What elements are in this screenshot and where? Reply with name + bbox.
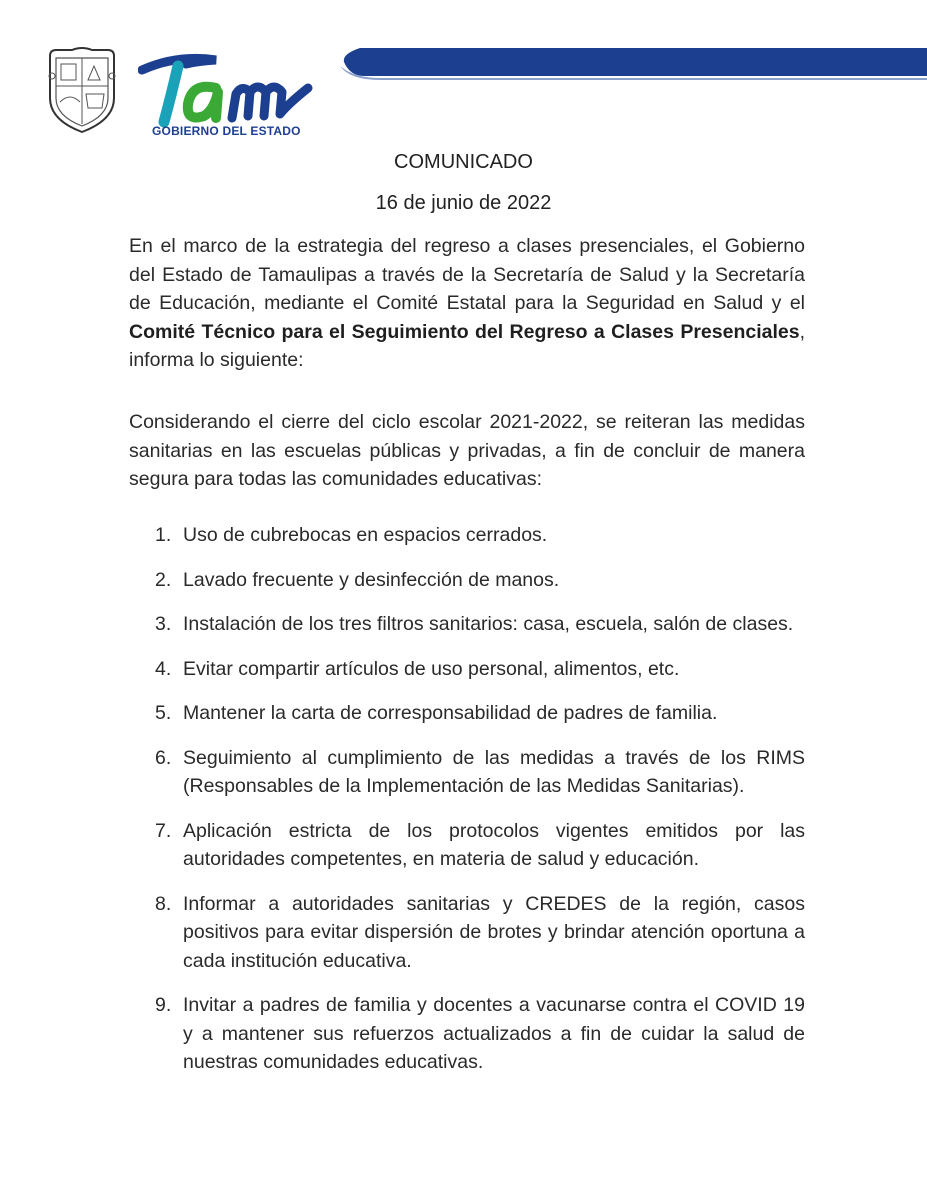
list-item: 6. Seguimiento al cumplimiento de las medidas a través de los RIMS (Responsables de la Implementación de las Medidas Sanitarias). [155, 746, 805, 797]
document-date: 16 de junio de 2022 [375, 192, 552, 214]
list-item: 1. Uso de cubrebocas en espacios cerrados. [155, 524, 548, 546]
list-item: 9. Invitar a padres de familia y docentes a vacunarse contra el COVID 19 y a mantener sus refuerzos actualizados a fin de cuidar la salud de nuestras comunidades educativas. [155, 994, 805, 1073]
header-banner [340, 46, 927, 80]
intro-paragraph: En el marco de la estrategia del regreso a clases presenciales, el Gobierno del Estado de Tamaulipas a través de la Secretaría de Salud y la Secretaría de Educación, mediante el Comité Estatal para la Seguridad en Salud y el Comité Técnico para el Seguimiento del Regreso a Clases Presenciales, informa lo siguiente: [129, 235, 805, 371]
document-title: COMUNICADO [394, 151, 533, 173]
measures-list [129, 521, 805, 1093]
logo-caption: GOBIERNO DEL ESTADO [152, 124, 301, 138]
list-item: 7. Aplicación estricta de los protocolos vigentes emitidos por las autoridades competentes, en materia de salud y educación. [155, 819, 805, 870]
list-item: 4. Evitar compartir artículos de uso personal, alimentos, etc. [155, 657, 680, 680]
list-item: 8. Informar a autoridades sanitarias y CREDES de la región, casos positivos para evitar dispersión de brotes y brindar atención oportuna a cada institución educativa. [155, 892, 805, 972]
list-item: 3. Instalación de los tres filtros sanitarios: casa, escuela, salón de clases. [155, 613, 794, 635]
letterhead [0, 0, 927, 150]
measures-paragraph: Considerando el cierre del ciclo escolar 2021-2022, se reiteran las medidas sanitarias en las escuelas públicas y privadas, a fin de concluir de manera segura para todas las comunidades educativas: [129, 411, 805, 490]
state-seal-icon [44, 46, 120, 134]
list-item: 2. Lavado frecuente y desinfección de manos. [155, 568, 560, 591]
committee-name: Comité Técnico para el Seguimiento del Regreso a Clases Presenciales [129, 320, 800, 343]
list-item: 5. Mantener la carta de corresponsabilidad de padres de familia. [155, 702, 718, 724]
